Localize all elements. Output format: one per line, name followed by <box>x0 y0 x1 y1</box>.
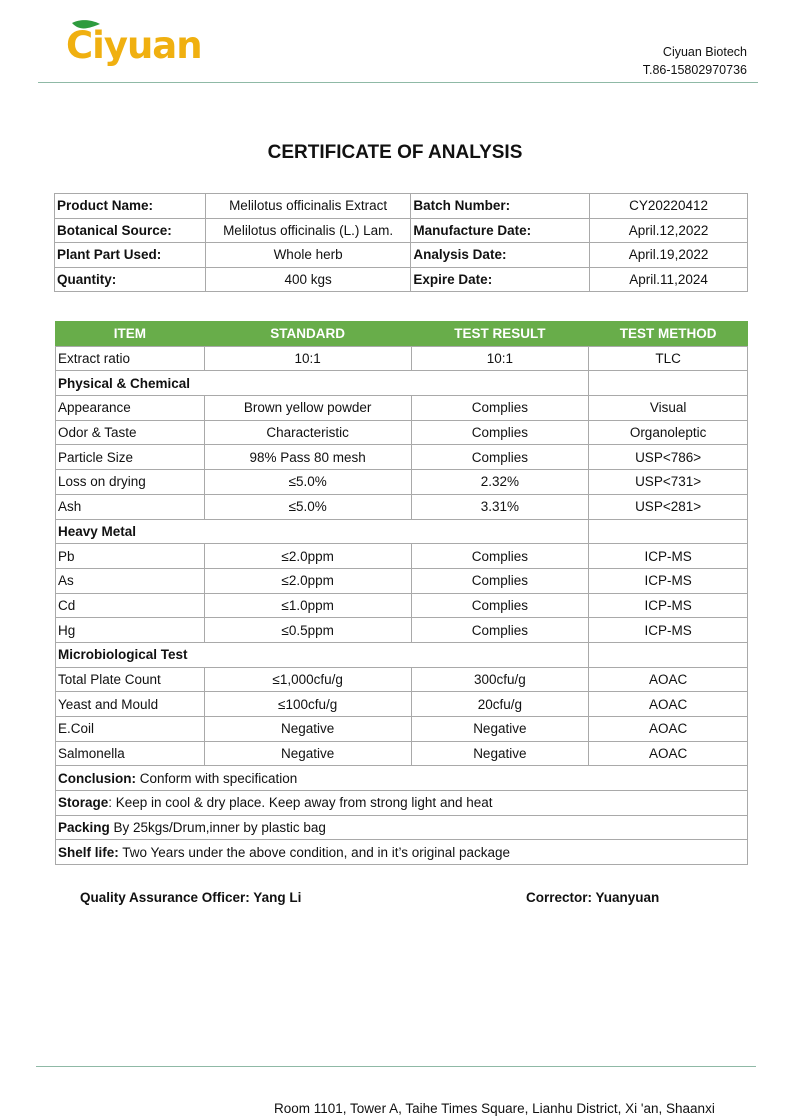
result-cell: 300cfu/g <box>411 667 589 692</box>
table-row <box>56 568 748 593</box>
standard-cell: ≤1.0ppm <box>204 593 411 618</box>
result-cell: Negative <box>411 717 589 742</box>
method-cell: ICP-MS <box>589 568 748 593</box>
item-cell: Odor & Taste <box>56 420 205 445</box>
note-row <box>56 840 748 865</box>
info-value: Whole herb <box>205 243 411 268</box>
info-label: Manufacture Date: <box>411 218 590 243</box>
product-info-table <box>54 193 748 292</box>
method-cell: AOAC <box>589 667 748 692</box>
section-row <box>56 519 748 544</box>
header-divider <box>38 82 758 83</box>
section-row <box>56 371 748 396</box>
info-label: Expire Date: <box>411 267 590 292</box>
result-cell: 3.31% <box>411 494 589 519</box>
item-cell: Particle Size <box>56 445 205 470</box>
note-row <box>56 791 748 816</box>
table-row <box>56 667 748 692</box>
standard-cell: 10:1 <box>204 346 411 371</box>
table-row <box>56 692 748 717</box>
qa-officer-signature: Quality Assurance Officer: Yang Li <box>80 890 302 905</box>
corrector-signature: Corrector: Yuanyuan <box>526 890 660 905</box>
header-test-result: TEST RESULT <box>411 322 589 347</box>
company-name: Ciyuan Biotech <box>662 45 747 59</box>
result-cell: 2.32% <box>411 470 589 495</box>
info-label: Botanical Source: <box>55 218 206 243</box>
info-label: Analysis Date: <box>411 243 590 268</box>
table-row <box>56 396 748 421</box>
info-label: Plant Part Used: <box>55 243 206 268</box>
section-row <box>56 642 748 667</box>
info-value: Melilotus officinalis (L.) Lam. <box>205 218 411 243</box>
standard-cell: ≤100cfu/g <box>204 692 411 717</box>
info-value: CY20220412 <box>590 194 748 219</box>
method-cell: AOAC <box>589 741 748 766</box>
item-cell: Ash <box>56 494 205 519</box>
note-text: Two Years under the above condition, and in it’s original package <box>118 844 511 860</box>
item-cell: Pb <box>56 544 205 569</box>
table-row <box>56 420 748 445</box>
item-cell: Hg <box>56 618 205 643</box>
method-cell: AOAC <box>589 692 748 717</box>
info-value: Melilotus officinalis Extract <box>205 194 411 219</box>
table-row <box>56 445 748 470</box>
result-cell: Complies <box>411 445 589 470</box>
result-cell: 10:1 <box>411 346 589 371</box>
table-row <box>56 593 748 618</box>
item-cell: E.Coil <box>56 717 205 742</box>
standard-cell: ≤0.5ppm <box>204 618 411 643</box>
item-cell: Loss on drying <box>56 470 205 495</box>
method-cell: USP<731> <box>589 470 748 495</box>
method-cell: Visual <box>589 396 748 421</box>
note-label: Packing <box>58 820 110 836</box>
table-header-row <box>56 322 748 347</box>
table-row <box>56 346 748 371</box>
method-cell: ICP-MS <box>589 544 748 569</box>
section-title: Microbiological Test <box>56 642 589 667</box>
empty-cell <box>589 642 748 667</box>
header-standard: STANDARD <box>204 322 411 347</box>
info-label: Batch Number: <box>411 194 590 219</box>
note-row <box>56 815 748 840</box>
method-cell: USP<281> <box>589 494 748 519</box>
result-cell: Negative <box>411 741 589 766</box>
item-cell: Extract ratio <box>56 346 205 371</box>
info-label: Quantity: <box>55 267 206 292</box>
note-text: Conform with specification <box>136 770 298 786</box>
company-address: Room 1101, Tower A, Taihe Times Square, Lianhu District, Xi 'an, Shaanxi <box>274 1101 715 1116</box>
method-cell: ICP-MS <box>589 618 748 643</box>
method-cell: USP<786> <box>589 445 748 470</box>
table-row <box>56 717 748 742</box>
method-cell: AOAC <box>589 717 748 742</box>
footer-divider <box>36 1066 756 1067</box>
table-row <box>56 544 748 569</box>
item-cell: Yeast and Mould <box>56 692 205 717</box>
result-cell: Complies <box>411 396 589 421</box>
info-row <box>55 267 748 292</box>
standard-cell: Characteristic <box>204 420 411 445</box>
result-cell: 20cfu/g <box>411 692 589 717</box>
info-row <box>55 218 748 243</box>
standard-cell: Brown yellow powder <box>204 396 411 421</box>
company-phone: T.86-15802970736 <box>642 63 747 77</box>
section-title: Physical & Chemical <box>56 371 589 396</box>
note-label: Storage <box>58 795 109 811</box>
empty-cell <box>589 371 748 396</box>
brand-logo <box>66 18 216 68</box>
result-cell: Complies <box>411 618 589 643</box>
item-cell: Cd <box>56 593 205 618</box>
standard-cell: ≤5.0% <box>204 470 411 495</box>
analysis-table <box>55 321 748 865</box>
page-title: CERTIFICATE OF ANALYSIS <box>267 142 523 163</box>
note-cell <box>56 815 748 840</box>
standard-cell: ≤2.0ppm <box>204 544 411 569</box>
standard-cell: ≤5.0% <box>204 494 411 519</box>
info-row <box>55 243 748 268</box>
note-cell <box>56 791 748 816</box>
result-cell: Complies <box>411 420 589 445</box>
note-text: : Keep in cool & dry place. Keep away from strong light and heat <box>108 795 493 811</box>
item-cell: As <box>56 568 205 593</box>
result-cell: Complies <box>411 544 589 569</box>
item-cell: Appearance <box>56 396 205 421</box>
empty-cell <box>589 519 748 544</box>
info-value: April.11,2024 <box>590 267 748 292</box>
method-cell: TLC <box>589 346 748 371</box>
note-label: Conclusion: <box>58 770 136 786</box>
method-cell: ICP-MS <box>589 593 748 618</box>
standard-cell: ≤2.0ppm <box>204 568 411 593</box>
item-cell: Salmonella <box>56 741 205 766</box>
info-value: April.12,2022 <box>590 218 748 243</box>
info-value: 400 kgs <box>205 267 411 292</box>
standard-cell: Negative <box>204 741 411 766</box>
note-cell <box>56 766 748 791</box>
item-cell: Total Plate Count <box>56 667 205 692</box>
table-row <box>56 494 748 519</box>
note-row <box>56 766 748 791</box>
table-row <box>56 618 748 643</box>
standard-cell: Negative <box>204 717 411 742</box>
info-value: April.19,2022 <box>590 243 748 268</box>
header-item: ITEM <box>56 322 205 347</box>
standard-cell: 98% Pass 80 mesh <box>204 445 411 470</box>
info-row <box>55 194 748 219</box>
section-title: Heavy Metal <box>56 519 589 544</box>
table-row <box>56 741 748 766</box>
note-text: By 25kgs/Drum,inner by plastic bag <box>109 820 326 836</box>
result-cell: Complies <box>411 568 589 593</box>
table-row <box>56 470 748 495</box>
note-cell <box>56 840 748 865</box>
note-label: Shelf life: <box>58 844 119 860</box>
company-contact <box>643 43 747 79</box>
header-test-method: TEST METHOD <box>589 322 748 347</box>
logo-text: Ciyuan <box>66 24 202 67</box>
result-cell: Complies <box>411 593 589 618</box>
standard-cell: ≤1,000cfu/g <box>204 667 411 692</box>
info-label: Product Name: <box>55 194 206 219</box>
method-cell: Organoleptic <box>589 420 748 445</box>
